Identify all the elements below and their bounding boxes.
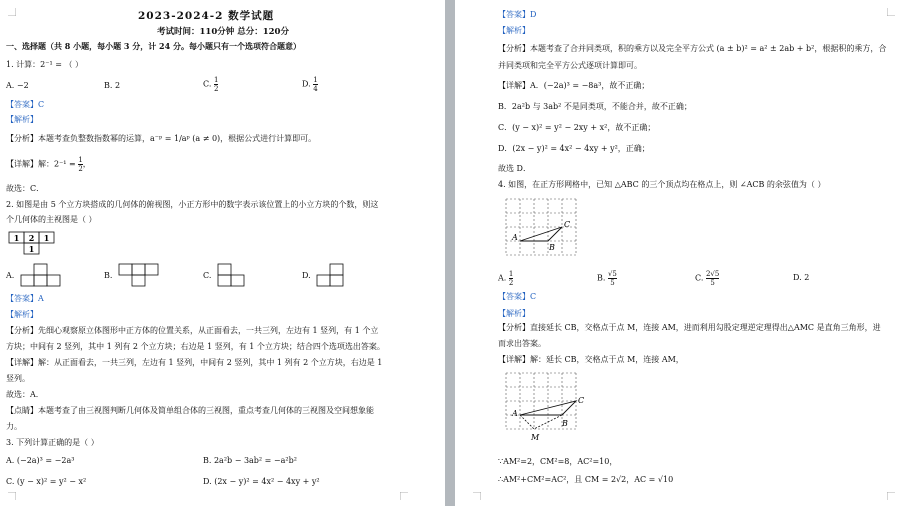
q1-fenxi: 【分析】本题考查负整数指数幂的运算，a⁻ᵖ = 1/aᵖ (a ≠ 0)，根据公式进行计算即可。	[6, 134, 317, 143]
crop-mark	[8, 492, 16, 500]
right-page	[455, 0, 900, 506]
q3-xiangjie-b: B．2a²b 与 3ab² 不是同类项，不能合并，故不正确；	[498, 102, 692, 111]
exam-title: 2023-2024-2 数学试题	[138, 10, 275, 22]
q3-fenxi-line2: 并同类项和完全平方公式逐项计算即可。	[498, 61, 642, 70]
q3-stem: 3. 下列计算正确的是（ ）	[6, 438, 99, 447]
q2-dianjing-line1: 【点睛】本题考查了由三视图判断几何体及简单组合体的三视图，重点考查几何体的三视图及空间想象能	[6, 406, 374, 415]
q2-guxuan: 故选：A．	[6, 390, 44, 399]
q2-dianjing-line2: 力。	[6, 422, 22, 431]
q1-answer: 【答案】C	[6, 100, 45, 109]
q4-solution-figure	[505, 372, 597, 446]
q4-solution-label-m: M	[531, 433, 540, 442]
q2-stem-line1: 2. 如图是由 5 个立方块搭成的几何体的俯视图，小正方形中的数字表示该位置上的小立方块的个数，则这	[6, 200, 379, 209]
q2-xiangjie-line2: 竖列。	[6, 374, 30, 383]
q4-calc-line2: ∴AM²+CM²=AC²，且 CM = 2√2，AC = √10	[498, 475, 674, 484]
q3-jiexi: 【解析】	[498, 26, 530, 35]
q4-option-a: A. $\frac{1}{2}$	[498, 270, 514, 287]
q1-option-d: D. $\frac{1}{4}$	[302, 76, 318, 93]
q2-option-a-label: A.	[6, 271, 15, 280]
q2-option-d-label: D.	[302, 271, 311, 280]
q1-option-a: A. −2	[6, 81, 29, 90]
q1-jiexi: 【解析】	[6, 115, 38, 124]
q2-grid-cell: 1	[28, 244, 35, 254]
q2-option-c-figure	[217, 263, 247, 287]
q2-grid-cell: 2	[28, 233, 35, 243]
q4-calc-line1: ∵AM²=2，CM²=8，AC²=10，	[498, 457, 618, 466]
q1-option-c: C. $\frac{1}{2}$	[203, 76, 219, 93]
q4-answer: 【答案】C	[498, 292, 537, 301]
crop-mark	[887, 8, 895, 16]
q1-guxuan: 故选：C．	[6, 184, 45, 193]
q2-answer: 【答案】A	[6, 294, 44, 303]
q2-grid-cell: 1	[43, 233, 50, 243]
q3-option-c: C. (y − x)² = y² − x²	[6, 477, 87, 486]
q4-jiexi: 【解析】	[498, 309, 530, 318]
q4-stem: 4. 如图，在正方形网格中，已知 △ABC 的三个顶点均在格点上，则 ∠ACB 的余弦值为（ ）	[498, 180, 826, 189]
q4-fenxi-line1: 【分析】直接延长 CB，交格点于点 M，连接 AM，进而利用勾股定理逆定理得出△AMC 是直角三角形，进	[498, 323, 881, 332]
q3-guxuan: 故选 D．	[498, 164, 531, 173]
crop-mark	[887, 492, 895, 500]
q4-option-b: B. $\frac{√5}{5}$	[597, 270, 617, 287]
q2-top-view-grid	[8, 231, 56, 257]
crop-mark	[400, 492, 408, 500]
q2-fenxi-line2: 方块；中间有 2 竖列，其中 1 列有 2 个立方块；右边是 1 竖列，有 1 个立方块；结合四个选项选出答案。	[6, 342, 385, 351]
q4-grid-figure	[505, 198, 585, 258]
q1-stem: 1. 计算：2⁻¹ = （ ）	[6, 60, 84, 69]
q2-option-b-label: B.	[104, 271, 113, 280]
section-heading: 一、选择题（共 8 小题，每小题 3 分，计 24 分。每小题只有一个选项符合题意）	[6, 41, 301, 51]
q4-solution-label-a: A	[512, 409, 518, 418]
q2-option-c-label: C.	[203, 271, 212, 280]
q2-jiexi: 【解析】	[6, 310, 38, 319]
q4-solution-label-c: C	[578, 396, 585, 405]
q3-fenxi-line1: 【分析】本题考查了合并同类项，积的乘方以及完全平方公式 (a ± b)² = a² ± 2ab + b²，根据积的乘方，合	[498, 44, 887, 53]
crop-mark	[8, 8, 16, 16]
q2-option-a-figure	[20, 263, 62, 287]
q4-fenxi-line2: 而求出答案。	[498, 339, 546, 348]
q2-fenxi-line1: 【分析】先细心观察原立体图形中正方体的位置关系，从正面看去，一共三列，左边有 1 竖列，有 1 个立	[6, 326, 379, 335]
q3-xiangjie-a: 【详解】A．(−2a)³ = −8a³，故不正确；	[498, 81, 650, 90]
q2-xiangjie-line1: 【详解】解：从正面看去，一共三列，左边有 1 竖列，中间有 2 竖列，其中 1 列有 2 个立方块，右边是 1	[6, 358, 383, 367]
left-page	[0, 0, 445, 506]
page-gap	[445, 0, 455, 506]
q3-answer: 【答案】D	[498, 10, 537, 19]
q3-option-b: B. 2a²b − 3ab² = −a²b²	[203, 456, 297, 465]
q3-option-d: D. (2x − y)² = 4x² − 4xy + y²	[203, 477, 320, 486]
q4-option-c: C. $\frac{2√5}{5}$	[695, 270, 720, 287]
q2-option-d-figure	[316, 263, 346, 287]
q1-xiangjie: 【详解】解：2⁻¹ = $\frac{1}{2}$ ，	[6, 156, 91, 173]
q4-label-a: A	[512, 233, 518, 242]
q2-option-b-figure	[118, 263, 160, 287]
exam-subtitle: 考试时间：110分钟 总分：120分	[157, 27, 289, 37]
q3-option-a: A. (−2a)³ = −2a³	[6, 456, 75, 465]
q4-label-c: C	[564, 220, 571, 229]
q4-label-b: B	[549, 243, 555, 252]
q4-xiangjie: 【详解】解：延长 CB，交格点于点 M，连接 AM，	[498, 355, 684, 364]
q1-option-b: B. 2	[104, 81, 121, 90]
crop-mark	[473, 492, 481, 500]
q2-grid-cell: 1	[13, 233, 20, 243]
q2-stem-line2: 个几何体的主视图是（ ）	[6, 215, 97, 224]
q4-solution-label-b: B	[562, 419, 568, 428]
q4-option-d: D. 2	[793, 273, 810, 282]
q3-xiangjie-c: C．(y − x)² = y² − 2xy + x²，故不正确；	[498, 123, 656, 132]
q3-xiangjie-d: D．(2x − y)² = 4x² − 4xy + y²，正确；	[498, 144, 650, 153]
